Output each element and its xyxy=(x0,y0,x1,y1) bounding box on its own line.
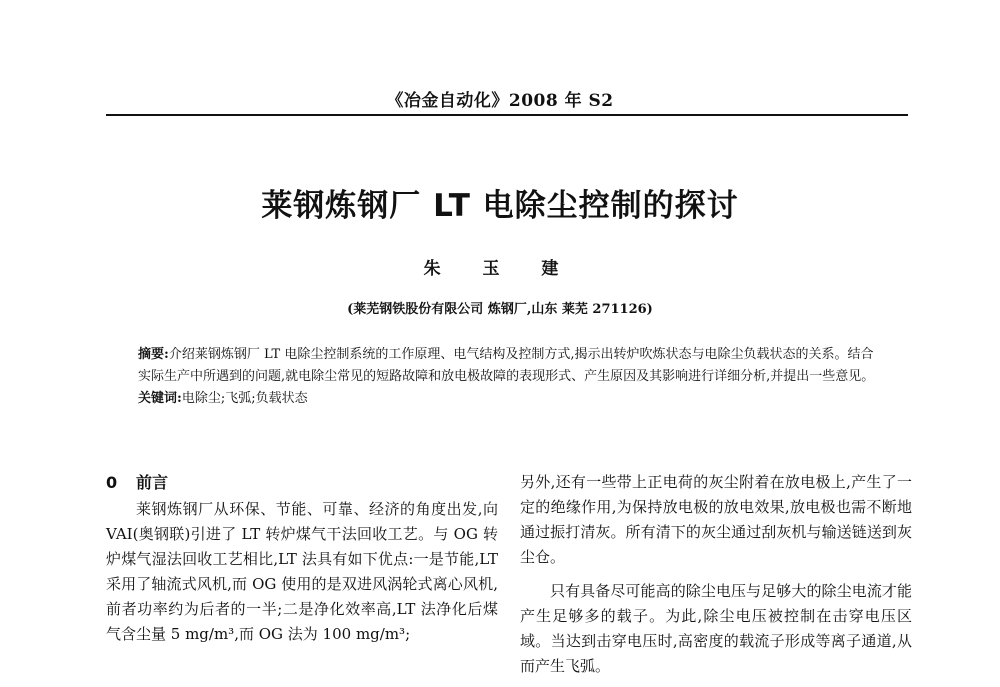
right-column xyxy=(520,470,912,679)
body-paragraph: 只有具备尽可能高的除尘电压与足够大的除尘电流才能产生足够多的载子。为此,除尘电压被控制在击穿电压区域。当达到击穿电压时,高密度的载流子形成等离子通道,从而产生飞弧。 xyxy=(520,582,912,675)
section-title: 前言 xyxy=(136,473,169,492)
keywords-label: 关键词: xyxy=(138,391,182,406)
abstract xyxy=(138,344,880,388)
paper-title: 莱钢炼钢厂 LT 电除尘控制的探讨 xyxy=(261,188,739,224)
keywords xyxy=(138,388,880,410)
abstract-text: 介绍莱钢炼钢厂 LT 电除尘控制系统的工作原理、电气结构及控制方式,揭示出转炉吹炼状态与电除尘负载状态的关系。结合实际生产中所遇到的问题,就电除尘常见的短路故障和放电极故障的表现形式、产生原因及其影响进行详细分析,并提出一些意见。 xyxy=(138,347,875,384)
body-paragraph: 莱钢炼钢厂从环保、节能、可靠、经济的角度出发,向 VAI(奥钢联)引进了 LT 转炉煤气干法回收工艺。与 OG 转炉煤气湿法回收工艺相比,LT 法具有如下优点:一是节能,LT 采用了轴流式风机,而 OG 使用的是双进风涡轮式离心风机,前者功率约为后者的一半;二是净化效率高,LT 法净化后煤气含尘量 5 mg/m³,而 OG 法为 100 mg/m³; xyxy=(106,500,498,643)
abstract-label: 摘要: xyxy=(138,347,169,362)
header-rule xyxy=(106,114,908,116)
section-number: 0 xyxy=(106,473,118,492)
author-affiliation: (莱芜钢铁股份有限公司 炼钢厂,山东 莱芜 271126) xyxy=(347,302,653,317)
abstract-block xyxy=(138,344,880,410)
journal-header: 《冶金自动化》2008 年 S2 xyxy=(386,91,614,111)
section-heading xyxy=(106,470,498,495)
left-column xyxy=(106,470,498,647)
body-paragraph: 另外,还有一些带上正电荷的灰尘附着在放电极上,产生了一定的绝缘作用,为保持放电极的放电效果,放电极也需不断地通过振打清灰。所有清下的灰尘通过刮灰机与输送链送到灰尘仓。 xyxy=(520,473,912,566)
keywords-text: 电除尘;飞弧;负载状态 xyxy=(181,391,308,406)
author-name: 朱 玉 建 xyxy=(423,259,577,279)
